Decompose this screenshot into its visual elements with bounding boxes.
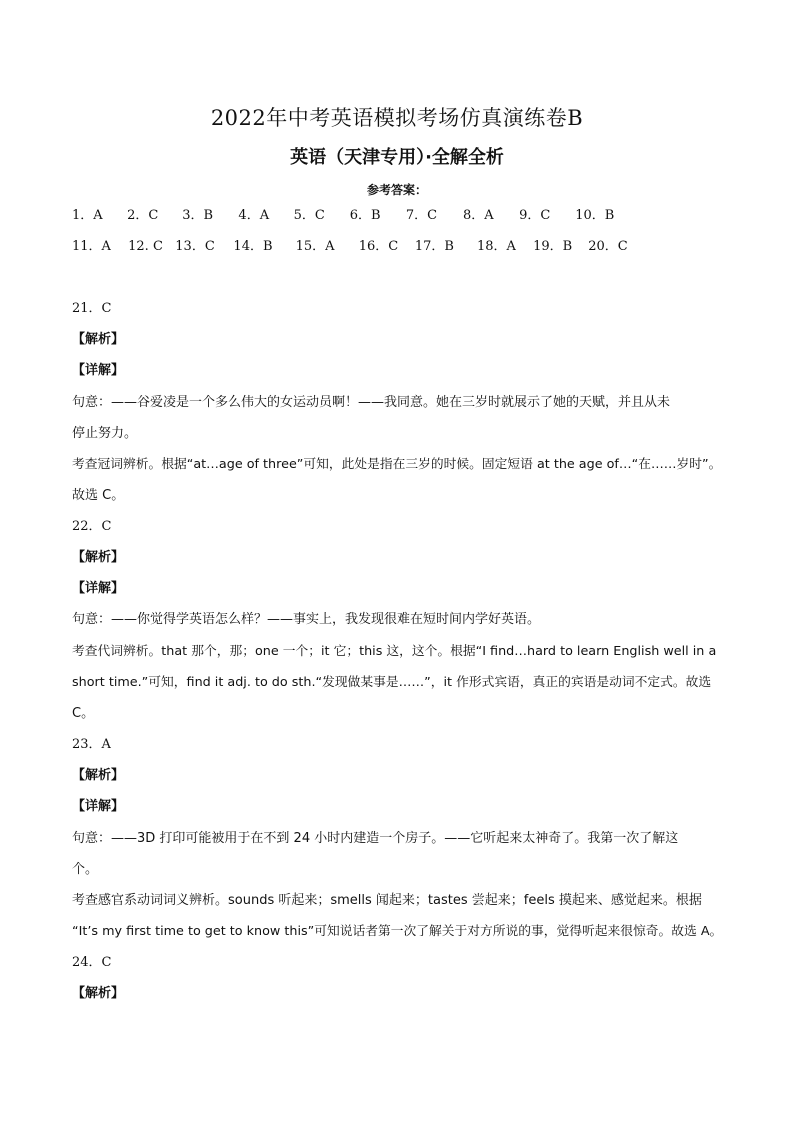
analysis-tag: 【解析】 [72, 550, 125, 565]
answer-row [72, 206, 732, 226]
explanation-line: 故选 C。 [72, 488, 125, 503]
analysis-tag: 【解析】 [72, 986, 125, 1001]
explanation-line: 考查感官系动词词义辨析。sounds 听起来；smells 闻起来；tastes 尝起来；feels 摸起来、感觉起来。根据 [72, 893, 702, 908]
explanation-line: 句意：——谷爱凌是一个多么伟大的女运动员啊！——我同意。她在三岁时就展示了她的天赋，并且从未 [72, 395, 671, 410]
answer-item: 18．A [476, 239, 516, 254]
explanation-line: 句意：——3D 打印可能被用于在不到 24 小时内建造一个房子。——它听起来太神奇了。我第一次了解这 [72, 831, 679, 846]
answer-item: 15．A [295, 239, 335, 254]
question-number: 23．A [72, 737, 111, 752]
explanation-line: 个。 [72, 862, 99, 877]
answer-item: 13．C [175, 239, 215, 254]
answer-item: 6．B [349, 208, 381, 223]
answer-item: 7．C [405, 208, 438, 223]
question-number: 24．C [72, 955, 112, 970]
answer-item: 2．C [127, 208, 159, 223]
explanation-line: 考查代词辨析。that 那个，那；one 一个；it 它；this 这，这个。根据“I find…hard to learn English well in a [72, 644, 717, 659]
answer-item: 14．B [233, 239, 273, 254]
detail-tag: 【详解】 [72, 799, 125, 814]
question-number: 22．C [72, 519, 112, 534]
answer-item: 10．B [575, 208, 615, 223]
answer-item: 11．A [72, 239, 111, 254]
answer-item: 12. C [128, 239, 163, 254]
explanation-line: 停止努力。 [72, 426, 138, 441]
answer-item: 8．A [462, 208, 494, 223]
explanation-line: short time.”可知，find it adj. to do sth.“发现做某事是……”，it 作形式宾语，真正的宾语是动词不定式。故选 [72, 675, 712, 690]
explanation-line: 句意：——你觉得学英语怎么样？——事实上，我发现很难在短时间内学好英语。 [72, 612, 541, 627]
analysis-tag: 【解析】 [72, 332, 125, 347]
answer-item: 4．A [238, 208, 270, 223]
explanation-line: 考查冠词辨析。根据“at…age of three”可知，此处是指在三岁的时候。固定短语 at the age of…“在……岁时”。 [72, 457, 722, 472]
explanation-line: “It’s my first time to get to know this”可知说话者第一次了解关于对方所说的事，觉得听起来很惊奇。故选 A。 [72, 924, 723, 939]
document-subtitle: 英语（天津专用）·全解全析 [290, 147, 504, 168]
answer-item: 19．B [533, 239, 573, 254]
answer-row [72, 237, 732, 257]
answers-heading: 参考答案： [366, 183, 427, 197]
analysis-tag: 【解析】 [72, 768, 125, 783]
explanation-line: C。 [72, 706, 95, 721]
answer-item: 5．C [293, 208, 325, 223]
document-title: 2022年中考英语模拟考场仿真演练卷B [210, 106, 584, 130]
detail-tag: 【详解】 [72, 363, 125, 378]
answer-item: 1．A [72, 208, 103, 223]
answer-item: 20．C [588, 239, 628, 254]
answer-item: 9．C [519, 208, 551, 223]
detail-tag: 【详解】 [72, 581, 125, 596]
question-number: 21．C [72, 301, 112, 316]
answer-item: 17．B [414, 239, 454, 254]
answer-item: 3．B [182, 208, 214, 223]
answer-item: 16．C [358, 239, 399, 254]
